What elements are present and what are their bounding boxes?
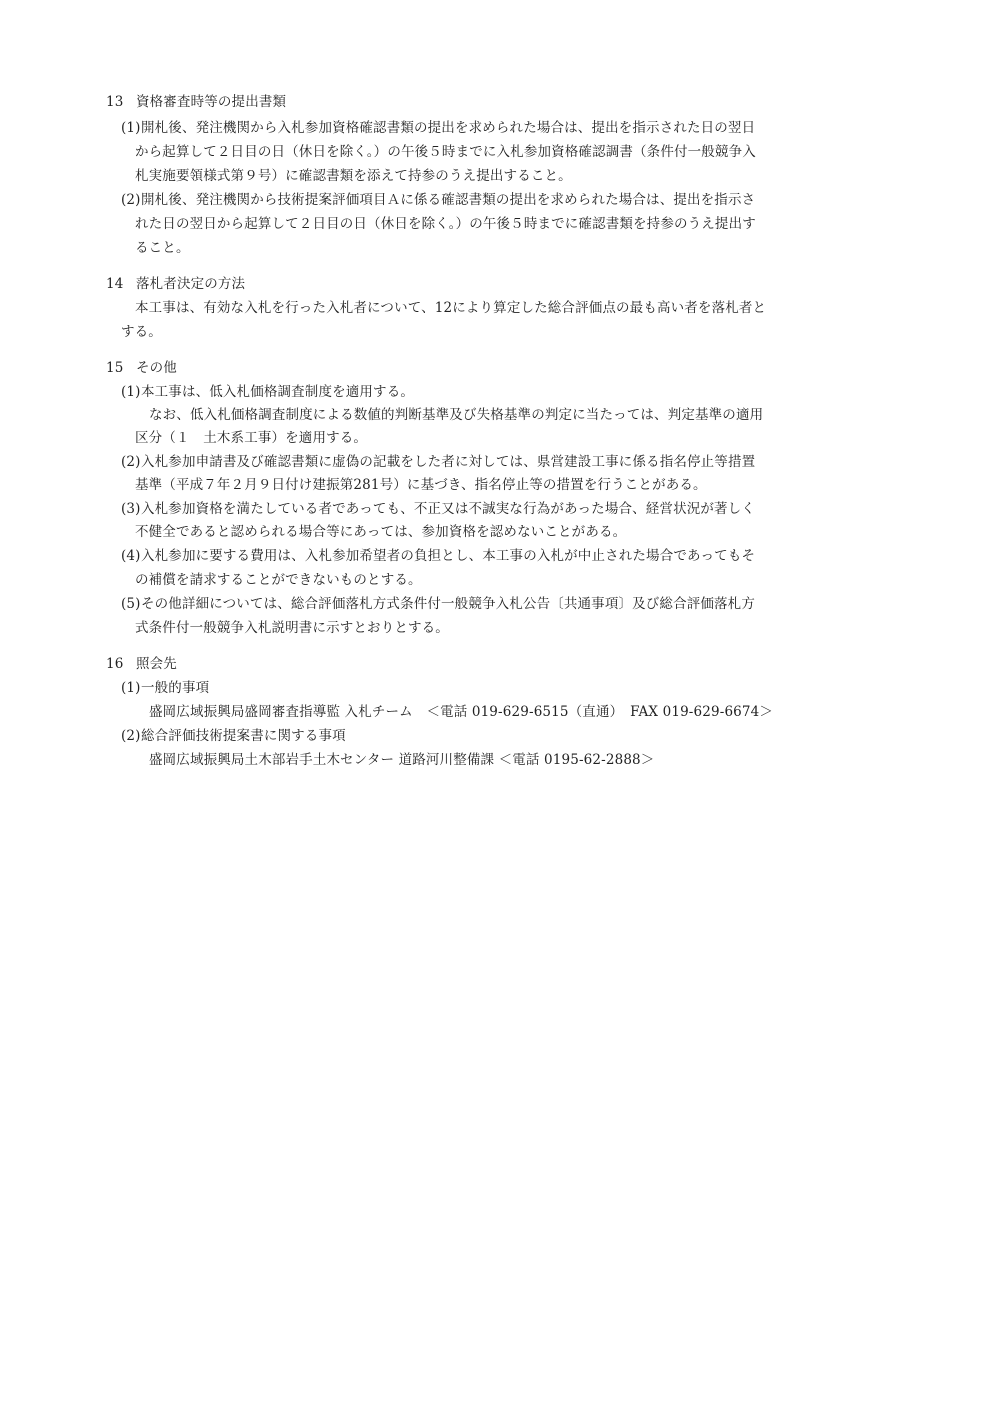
paragraph-text: 本工事は、有効な入札を行った入札者について、12により算定した総合評価点の最も高い者を落札者と — [135, 300, 767, 316]
list-item-line — [121, 726, 346, 746]
item-marker: (2) — [121, 728, 141, 744]
item-text: 式条件付一般競争入札説明書に示すとおりとする。 — [135, 620, 449, 636]
list-item-line — [121, 190, 755, 210]
list-item-line — [121, 499, 755, 519]
section-number: 16 — [106, 656, 124, 672]
contact-info: 盛岡広域振興局盛岡審査指導監 入札チーム ＜電話 019-629-6515（直通） FAX 019-629-6674＞ — [149, 704, 774, 720]
section-title: 資格審査時等の提出書類 — [136, 94, 287, 110]
item-text: 不健全であると認められる場合等にあっては、参加資格を認めないことがある。 — [135, 524, 627, 540]
list-item-line — [121, 546, 755, 566]
item-marker: (3) — [121, 501, 141, 517]
item-text: れた日の翌日から起算して２日目の日（休日を除く。）の午後５時までに確認書類を持参のうえ提出す — [135, 216, 756, 232]
paragraph-text: する。 — [121, 324, 162, 340]
item-text: 区分（１ 土木系工事）を適用する。 — [135, 430, 368, 446]
item-text: 入札参加資格を満たしている者であっても、不正又は不誠実な行為があった場合、経営状況が著しく — [141, 501, 755, 517]
list-item-line — [121, 678, 209, 698]
list-item-line — [121, 594, 755, 614]
item-text: 一般的事項 — [141, 680, 210, 696]
section-heading — [106, 274, 245, 294]
item-text: 基準（平成７年２月９日付け建振第281号）に基づき、指名停止等の措置を行うことがある。 — [135, 477, 707, 493]
item-text: 札実施要領様式第９号）に確認書類を添えて持参のうえ提出すること。 — [135, 168, 572, 184]
section-heading — [106, 654, 177, 674]
item-text: の補償を請求することができないものとする。 — [135, 572, 422, 588]
section-number: 15 — [106, 360, 124, 376]
section-title: その他 — [136, 360, 177, 376]
section-heading — [106, 358, 177, 378]
contact-info: 盛岡広域振興局土木部岩手土木センター 道路河川整備課 ＜電話 0195-62-2888＞ — [149, 752, 655, 768]
item-text: から起算して２日目の日（休日を除く。）の午後５時までに入札参加資格確認調書（条件付一般競争入 — [135, 144, 756, 160]
item-marker: (2) — [121, 192, 141, 208]
item-text: 開札後、発注機関から入札参加資格確認書類の提出を求められた場合は、提出を指示された日の翌日 — [141, 120, 756, 136]
item-text: ること。 — [135, 240, 190, 256]
item-marker: (1) — [121, 384, 141, 400]
section-title: 照会先 — [136, 656, 177, 672]
item-text: 本工事は、低入札価格調査制度を適用する。 — [141, 384, 414, 400]
item-marker: (1) — [121, 120, 141, 136]
list-item-line — [121, 118, 755, 138]
section-number: 14 — [106, 276, 124, 292]
item-text: 入札参加に要する費用は、入札参加希望者の負担とし、本工事の入札が中止された場合であってもそ — [141, 548, 756, 564]
item-text: 入札参加申請書及び確認書類に虚偽の記載をした者に対しては、県営建設工事に係る指名停止等措置 — [141, 454, 756, 470]
list-item-line — [121, 382, 414, 402]
item-marker: (4) — [121, 548, 141, 564]
section-number: 13 — [106, 94, 124, 110]
item-text: その他詳細については、総合評価落札方式条件付一般競争入札公告〔共通事項〕及び総合評価落札方 — [141, 596, 755, 612]
item-marker: (5) — [121, 596, 141, 612]
item-text: 総合評価技術提案書に関する事項 — [141, 728, 346, 744]
section-title: 落札者決定の方法 — [136, 276, 246, 292]
item-marker: (1) — [121, 680, 141, 696]
list-item-line — [121, 452, 755, 472]
item-marker: (2) — [121, 454, 141, 470]
section-heading — [106, 92, 286, 112]
item-text: 開札後、発注機関から技術提案評価項目Ａに係る確認書類の提出を求められた場合は、提出を指示さ — [141, 192, 756, 208]
item-text: なお、低入札価格調査制度による数値的判断基準及び失格基準の判定に当たっては、判定基準の適用 — [149, 407, 764, 423]
